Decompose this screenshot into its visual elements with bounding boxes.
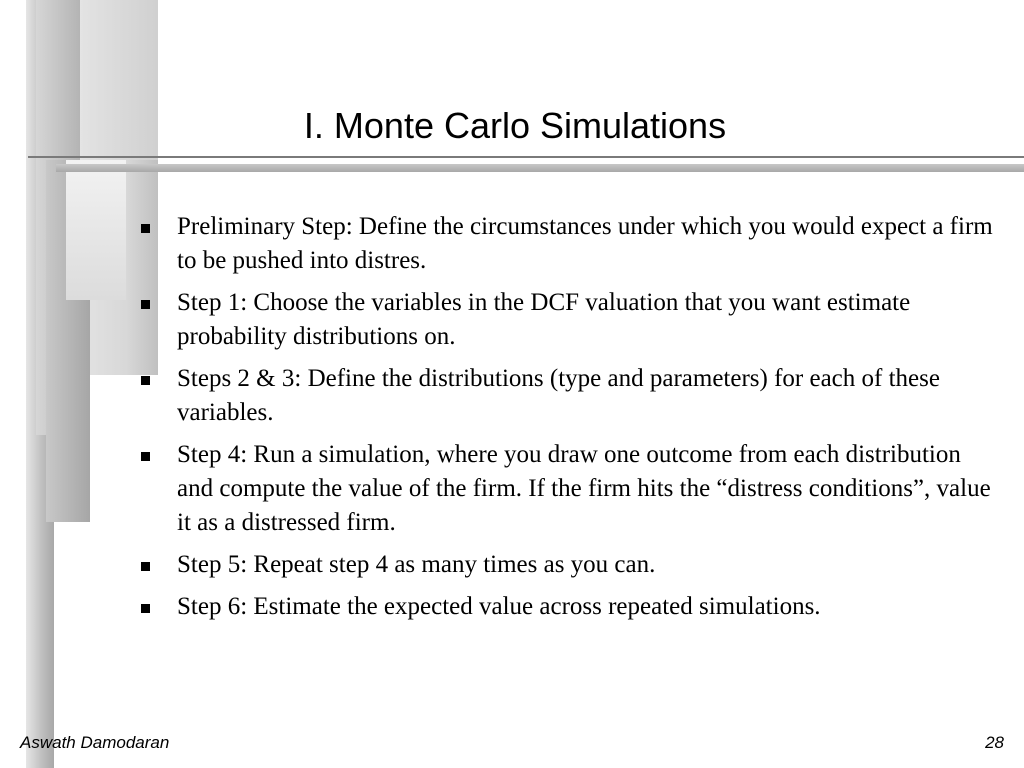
square-bullet-icon — [141, 452, 150, 461]
bullet-item — [138, 362, 998, 430]
bullet-text: Steps 2 & 3: Define the distributions (type and parameters) for each of these variables. — [177, 365, 940, 426]
square-bullet-icon — [141, 562, 150, 571]
bullet-item — [138, 286, 998, 354]
square-bullet-icon — [141, 604, 150, 613]
square-bullet-icon — [141, 376, 150, 385]
bullet-item — [138, 590, 998, 624]
square-bullet-icon — [141, 300, 150, 309]
bullet-item — [138, 438, 998, 540]
bullet-item — [138, 548, 998, 582]
bullet-list — [138, 210, 998, 632]
bullet-item — [138, 210, 998, 278]
bullet-text: Step 4: Run a simulation, where you draw one outcome from each distribution and compute the value of the firm. If the firm hits the “distress conditions”, value it as a distressed firm. — [177, 441, 991, 536]
slide-title: I. Monte Carlo Simulations — [303, 105, 727, 146]
title-divider — [28, 156, 1024, 158]
footer-author: Aswath Damodaran — [20, 733, 170, 752]
decorative-bar — [66, 160, 126, 300]
bullet-text: Step 5: Repeat step 4 as many times as you can. — [177, 551, 656, 578]
footer-page-number: 28 — [985, 733, 1004, 752]
title-divider-shadow — [56, 164, 1024, 172]
bullet-text: Preliminary Step: Define the circumstances under which you would expect a firm to be pushed into distres. — [177, 213, 993, 274]
bullet-text: Step 1: Choose the variables in the DCF valuation that you want estimate probability distributions on. — [177, 289, 911, 350]
square-bullet-icon — [141, 224, 150, 233]
bullet-text: Step 6: Estimate the expected value across repeated simulations. — [177, 593, 821, 620]
